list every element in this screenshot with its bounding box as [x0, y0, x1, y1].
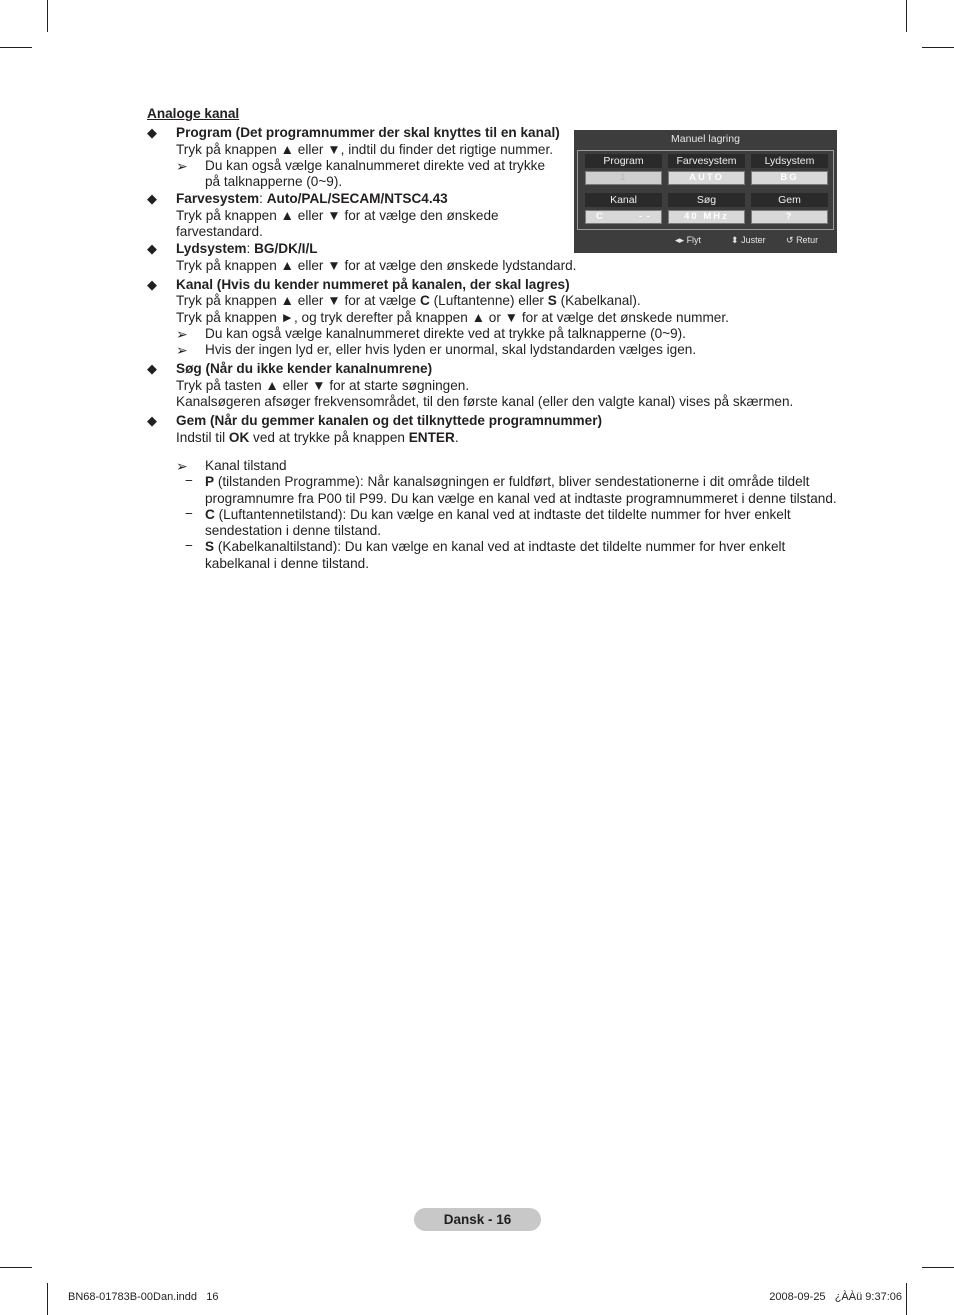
- mode-p: [176, 474, 847, 507]
- osd-value: BG: [751, 171, 828, 185]
- mode-s: [176, 539, 847, 572]
- item-text: farvestandard.: [176, 224, 263, 240]
- mode-text: [205, 539, 847, 555]
- text-bold: S: [547, 293, 557, 309]
- crop-mark: [47, 0, 48, 32]
- text-bold: ENTER: [408, 429, 455, 445]
- item-text: Tryk på knappen ►, og tryk derefter på knappen ▲ or ▼ for at vælge det ønskede nummer.: [176, 309, 729, 325]
- item-head: Lydsystem: [176, 241, 247, 257]
- diamond-bullet-icon: ◆: [147, 191, 157, 207]
- item-text: Tryk på knappen ▲ eller ▼ for at vælge den ønskede lydstandard.: [176, 257, 577, 273]
- note: [176, 458, 847, 474]
- text-bold: C: [420, 293, 430, 309]
- osd-cell-soeg: [668, 193, 745, 224]
- osd-cell-farvesystem: [668, 154, 745, 185]
- note-arrow-icon: ➢: [176, 157, 188, 174]
- osd-label: Søg: [668, 193, 745, 207]
- item-head: Gem (Når du gemmer kanalen og det tilknyttede programnummer): [176, 413, 603, 429]
- note-text: Hvis der ingen lyd er, eller hvis lyden er unormal, skal lydstandarden vælges igen.: [205, 342, 697, 358]
- osd-manual-store-panel: [574, 130, 837, 253]
- item-head: Farvesystem: [176, 191, 260, 207]
- osd-title: Manuel lagring: [671, 133, 740, 145]
- osd-foot-adjust: [731, 235, 766, 246]
- osd-cell-gem: [751, 193, 828, 224]
- item-soeg: [147, 361, 847, 410]
- note-text: Du kan også vælge kanalnummeret direkte ved at trykke: [205, 157, 546, 173]
- osd-value: 40 MHz: [668, 210, 745, 224]
- mode-text: kabelkanal i denne tilstand.: [205, 555, 369, 571]
- kanal-tilstand-block: [147, 458, 847, 572]
- osd-value: AUTO: [668, 171, 745, 185]
- osd-value-part: C: [596, 211, 604, 222]
- note-arrow-icon: ➢: [176, 457, 188, 474]
- footer-timestamp: 2008-09-25 ¿ÀÀü 9:37:06: [769, 1291, 902, 1303]
- mode-letter: C: [205, 506, 215, 522]
- osd-foot-label: Flyt: [686, 235, 702, 245]
- osd-frame: [577, 150, 834, 230]
- text-part: Tryk på knappen ▲ eller ▼ for at vælge: [176, 293, 421, 309]
- note-text: Du kan også vælge kanalnummeret direkte ved at trykke på talknapperne (0~9).: [205, 325, 686, 341]
- mode-text: programnumre fra P00 til P99. Du kan vælge en kanal ved at indtaste programnummeret i denne tilstand.: [205, 490, 837, 506]
- text-part: (Kabelkanaltilstand): Du kan vælge en kanal ved at indtaste det tildelte nummer for hver enkelt: [214, 539, 786, 555]
- osd-value-part: - -: [639, 211, 651, 222]
- item-head: Kanal (Hvis du kender nummeret på kanalen, der skal lagres): [176, 276, 570, 292]
- osd-foot-label: Retur: [796, 235, 819, 245]
- osd-foot-move: [675, 235, 701, 246]
- text-part: (Luftantenne) eller: [429, 293, 548, 309]
- osd-foot-label: Juster: [741, 235, 766, 245]
- osd-value: 1: [585, 171, 662, 185]
- note-text: Kanal tilstand: [205, 457, 287, 473]
- osd-cell-kanal: [585, 193, 662, 224]
- item-text: Tryk på tasten ▲ eller ▼ for at starte søgningen.: [176, 377, 470, 393]
- crop-mark: [47, 1283, 48, 1315]
- crop-mark: [906, 0, 907, 32]
- note-text: på talknapperne (0~9).: [205, 174, 343, 190]
- item-head: Søg (Når du ikke kender kanalnumrene): [176, 361, 433, 377]
- note: [176, 326, 847, 342]
- crop-mark: [922, 47, 954, 48]
- text-part: Indstil til: [176, 429, 229, 445]
- osd-cell-program: [585, 154, 662, 185]
- footer-file-info: BN68-01783B-00Dan.indd 16: [68, 1291, 219, 1303]
- up-down-arrows-icon: ⬍: [731, 235, 739, 245]
- osd-value: [585, 210, 662, 224]
- mode-letter: S: [205, 539, 215, 555]
- item-text: [176, 293, 847, 309]
- mode-text: [205, 474, 847, 490]
- osd-label: Kanal: [585, 193, 662, 207]
- section-title: Analoge kanal: [147, 106, 240, 121]
- separator: :: [259, 191, 267, 207]
- osd-label: Gem: [751, 193, 828, 207]
- item-head: Program (Det programnummer der skal knyttes til en kanal): [176, 125, 560, 141]
- diamond-bullet-icon: ◆: [147, 276, 157, 292]
- item-options: BG/DK/I/L: [254, 241, 318, 257]
- text-bold: OK: [228, 429, 250, 445]
- item-options: Auto/PAL/SECAM/NTSC4.43: [266, 191, 448, 207]
- osd-value: ?: [751, 210, 828, 224]
- crop-mark: [906, 1283, 907, 1315]
- item-text: Tryk på knappen ▲ eller ▼, indtil du finder det rigtige nummer.: [176, 141, 554, 157]
- text-part: (Luftantennetilstand): Du kan vælge en kanal ved at indtaste det tildelte nummer for hver enkelt: [214, 506, 791, 522]
- diamond-bullet-icon: ◆: [147, 361, 157, 377]
- text-part: (Kabelkanal).: [556, 293, 641, 309]
- note: [176, 342, 847, 358]
- mode-letter: P: [205, 474, 215, 490]
- note-arrow-icon: ➢: [176, 342, 188, 359]
- crop-mark: [0, 47, 32, 48]
- note-arrow-icon: ➢: [176, 325, 188, 342]
- item-text: Tryk på knappen ▲ eller ▼ for at vælge den ønskede: [176, 207, 499, 223]
- osd-label: Lydsystem: [751, 154, 828, 168]
- diamond-bullet-icon: ◆: [147, 241, 157, 257]
- text-part: (tilstanden Programme): Når kanalsøgningen er fuldført, bliver sendestationerne i dit område tildelt: [214, 474, 810, 490]
- item-text: [176, 430, 847, 446]
- mode-c: [176, 507, 847, 540]
- text-part: ved at trykke på knappen: [249, 429, 409, 445]
- mode-text: [205, 507, 847, 523]
- diamond-bullet-icon: ◆: [147, 413, 157, 429]
- osd-foot-return: [786, 235, 818, 246]
- dash-icon: −: [185, 505, 193, 521]
- osd-label: Program: [585, 154, 662, 168]
- mode-text: sendestation i denne tilstand.: [205, 523, 382, 539]
- page-number-badge: Dansk - 16: [414, 1208, 541, 1231]
- diamond-bullet-icon: ◆: [147, 125, 157, 141]
- return-icon: ↺: [786, 235, 794, 245]
- item-gem: [147, 413, 847, 446]
- crop-mark: [922, 1267, 954, 1268]
- separator: :: [246, 241, 255, 257]
- dash-icon: −: [185, 473, 193, 489]
- osd-label: Farvesystem: [668, 154, 745, 168]
- left-right-arrows-icon: ◂▸: [675, 235, 685, 245]
- osd-cell-lydsystem: [751, 154, 828, 185]
- text-part: .: [454, 429, 459, 445]
- dash-icon: −: [185, 538, 193, 554]
- crop-mark: [0, 1267, 32, 1268]
- item-text: Kanalsøgeren afsøger frekvensområdet, til den første kanal (eller den valgte kanal) vises på skærmen.: [176, 394, 794, 410]
- item-kanal: [147, 277, 847, 358]
